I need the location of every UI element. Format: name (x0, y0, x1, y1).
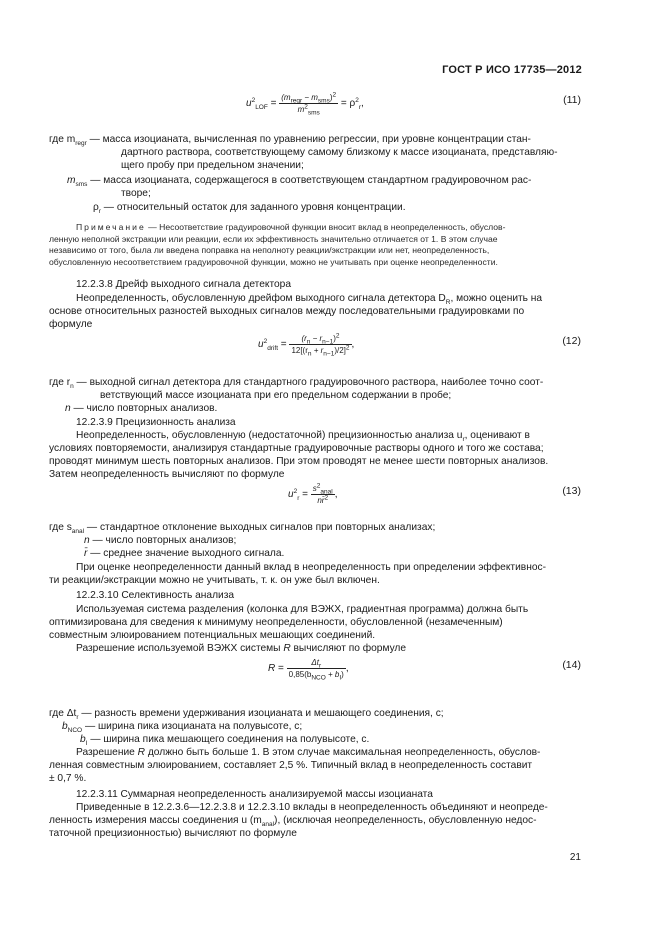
paragraph-selectivity: Используемая система разделения (колонка для ВЭЖХ, градиентная программа) должна быть оптимизирована для сведения к минимуму неопределенности, обусловленной (незамеченным) совместным элюированием потенциальных мешающих соединений. Разрешение используемой ВЭЖХ системы R вычисляют по формуле (49, 604, 529, 655)
formula-14: R = $\frac{\Delta t_r}{0,85(b_{NCO} + b_I)}$ , (268, 658, 349, 682)
definition-delta-t: где $\Delta t_r$ — разность времени удерживания изоцианата и мешающего соединения, с; (49, 708, 444, 722)
definition-text: щего пробу при предельном значении; (121, 160, 304, 171)
fraction: $\frac{s^2_{anal}}{nr̄^2}$ (312, 482, 333, 505)
definition-text: творе; (121, 188, 151, 199)
definition-text: дартного раствора, соответствующему самому близкому к массе изоцианата, представляю- (121, 147, 558, 158)
definition-r-n: где $r_n$ — выходной сигнал детектора для стандартного градуировочного раствора, наиболее точно соот- (49, 377, 544, 391)
equation-number: (12) (562, 335, 581, 347)
definition-text: ветствующий массе изоцианата при его предельном содержании в пробе; (100, 390, 452, 401)
section-heading-12-2-3-9: 12.2.3.9 Прецизионность анализа (76, 417, 236, 428)
section-heading-12-2-3-10: 12.2.3.10 Селективность анализа (76, 590, 235, 601)
equation-number: (13) (562, 485, 581, 497)
section-heading-12-2-3-8: 12.2.3.8 Дрейф выходного сигнала детектора (76, 279, 292, 290)
page-number: 21 (569, 852, 581, 863)
formula-13: $u^2_r$ = $\frac{s^2_{anal}}{nr̄^2}$ , (288, 482, 338, 505)
formula-12: $u^2_{drift}$ = $\frac{(r_n - r_{n-1})^2}{12[(r_n + r_{n-1})/2]^2}$ , (258, 332, 355, 358)
paragraph-combined-uncertainty: Приведенные в 12.2.3.6—12.2.3.8 и 12.2.3.10 вклады в неопределенность объединяют и неопреде- ленность измерения массы соединения u $(m_{anal})$, (исключая неопределенность, обусловленную недос- таточной прецизионностью) вычисляют по формуле (49, 802, 548, 840)
definition-n: n — число повторных анализов. (65, 403, 218, 414)
definition-b-nco: $b_{NCO}$ — ширина пика изоцианата на полувысоте, с; (62, 721, 303, 735)
definition-n: n — число повторных анализов; (84, 535, 237, 546)
fraction: $\frac{(r_n - r_{n-1})^2}{12[(r_n + r_{n-1})/2]^2}$ (291, 332, 350, 358)
fraction: $\frac{(m_{regr} - m_{sms})^2}{m^2_{sms}}$ (281, 91, 337, 117)
fraction: $\frac{\Delta t_r}{0,85(b_{NCO} + b_I)}$ (288, 658, 344, 682)
definition-m-sms: $m_{sms}$ — масса изоцианата, содержащегося в соответствующем стандартном градуировочном рас- (67, 175, 532, 189)
definition-r-bar: r̄ — среднее значение выходного сигнала. (84, 548, 285, 559)
note-label: Примечание (76, 222, 146, 232)
paragraph-drift: Неопределенность, обусловленную дрейфом выходного сигнала детектора $D_R$, можно оценить на основе относительных разностей выходных сигналов между последовательными градуировками по формуле (49, 293, 543, 331)
paragraph-note-precision: При оценке неопределенности данный вклад в неопределенность при определении эффективнос- ти реакции/экстракции можно не учитывать, т. к. он уже был включен. (49, 562, 546, 587)
definition-s-anal: где $s_{anal}$ — стандартное отклонение выходных сигналов при повторных анализах; (49, 522, 436, 536)
equation-number: (14) (562, 659, 581, 671)
definition-b-i: $b_I$ — ширина пика мешающего соединения на полувысоте, с. (80, 734, 370, 748)
section-heading-12-2-3-11: 12.2.3.11 Суммарная неопределенность анализируемой массы изоцианата (76, 789, 433, 800)
paragraph-resolution: Разрешение R должно быть больше 1. В этом случае максимальная неопределенность, обуслов- ленная совместным элюированием, составляет 2,5 %. Типичный вклад в неопределенность составит ± 0,7 %. (49, 747, 541, 785)
paragraph-precision: Неопределенность, обусловленную (недостаточной) прецизионностью анализа $u_r$, оценивают в условиях повторяемости, анализируя стандартные градуировочные растворы одного и того же состава; проводят минимум шесть повторных анализов. При этом проводят не менее шести повторных анализов. Затем неопределенность вычисляют по формуле (49, 430, 549, 481)
formula-11: $u^2_{LOF}$ = $\frac{(m_{regr} - m_{sms})^2}{m^2_{sms}}$ = $\rho^2_r$, (246, 91, 364, 117)
equation-number: (11) (563, 94, 581, 106)
definition-rho-r: $\rho_r$ — относительный остаток для заданного уровня концентрации. (93, 202, 406, 216)
standard-header: ГОСТ Р ИСО 17735—2012 (442, 64, 582, 76)
note-block: Примечание — Несоответствие градуировочной функции вносит вклад в неопределенность, обуслов- ленную неполной экстракции или реакции, если их эффективность значительно отличается от 1. В этом случае независимо от того, была ли введена поправка на неполноту реакции/экстракции или нет, неопределенность, обусловленную несоответствием градуировочной функции, можно не учитывать при оценке неопределенности. (49, 222, 506, 267)
definition-m-regr: где $m_{regr}$ — масса изоцианата, вычисленная по уравнению регрессии, при уровне концентрации стан- (49, 134, 531, 148)
